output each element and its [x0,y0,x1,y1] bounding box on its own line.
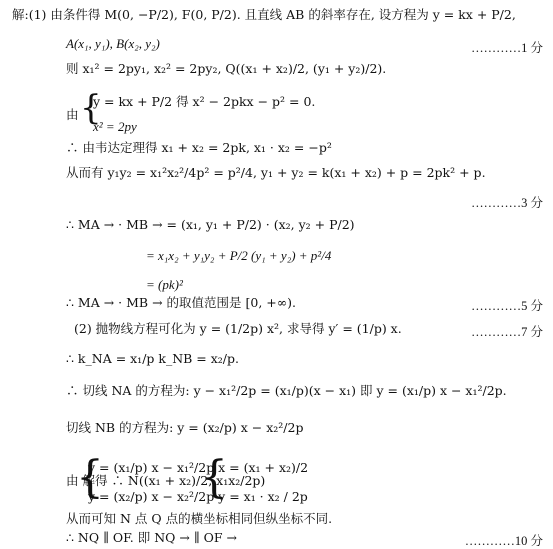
score-marker: …………5 分 [471,299,543,313]
solution-line: ∴ MA → · MB → 的取值范围是 [0, +∞). [66,295,297,310]
solution-line: 则 x₁² = 2py₁, x₂² = 2py₂, Q((x₁ + x₂)/2, (y₁ + y₂)/2). [66,61,387,76]
system-brace-2: { [76,452,104,503]
solution-line: y = (x₁/p) x − x₁²/2p x = (x₁ + x₂)/2 [88,460,309,475]
solution-line: 切线 NB 的方程为: y = (x₂/p) x − x₂²/2p [66,420,304,435]
solution-line: ∴ NQ ∥ OF. 即 NQ → ∥ OF → [66,530,237,545]
solution-line: y = (x₂/p) x − x₂²/2p y = x₁ · x₂ / 2p [88,489,308,504]
solution-line: 从而可知 N 点 Q 点的横坐标相同但纵坐标不同. [66,511,333,526]
score-marker: …………10 分 [464,534,543,548]
solution-line: 从而有 y₁y₂ = x₁²x₂²/4p² = p²/4, y₁ + y₂ = k(x₁ + x₂) + p = 2pk² + p. [66,165,486,180]
system-brace-3: { [200,452,228,503]
solution-line: ∴ MA → · MB → = (x₁, y₁ + P/2) · (x₂, y₂ + P/2) [66,217,355,232]
solution-line: (2) 抛物线方程可化为 y = (1/2p) x², 求导得 y′ = (1/p) x. [74,321,402,336]
solution-line: A(x₁, y₁), B(x₂, y₂) [66,36,160,51]
solution-line: 由 解得 ∴ N((x₁ + x₂)/2, x₁x₂/2p) [66,473,266,488]
solution-line: 由 [66,107,79,122]
score-marker: …………3 分 [471,196,543,210]
score-marker: …………1 分 [471,41,543,55]
solution-line: 解:(1) 由条件得 M(0, −P/2), F(0, P/2). 且直线 AB 的斜率存在, 设方程为 y = kx + P/2, [12,7,516,22]
solution-line: x² = 2py [93,119,137,134]
solution-line: ∴ k_NA = x₁/p k_NB = x₂/p. [66,351,239,366]
solution-line: ∴ 切线 NA 的方程为: y − x₁²/2p = (x₁/p)(x − x₁) 即 y = (x₁/p) x − x₁²/2p. [66,383,507,398]
system-brace-1: { [80,88,102,128]
solution-line: ∴ 由韦达定理得 x₁ + x₂ = 2pk, x₁ · x₂ = −p² [66,140,332,155]
score-marker: …………7 分 [471,325,543,339]
solution-line: y = kx + P/2 得 x² − 2pkx − p² = 0. [93,94,316,109]
solution-line: = (pk)² [146,277,183,292]
solution-line: = x₁x₂ + y₁y₂ + P/2 (y₁ + y₂) + p²/4 [146,248,332,263]
